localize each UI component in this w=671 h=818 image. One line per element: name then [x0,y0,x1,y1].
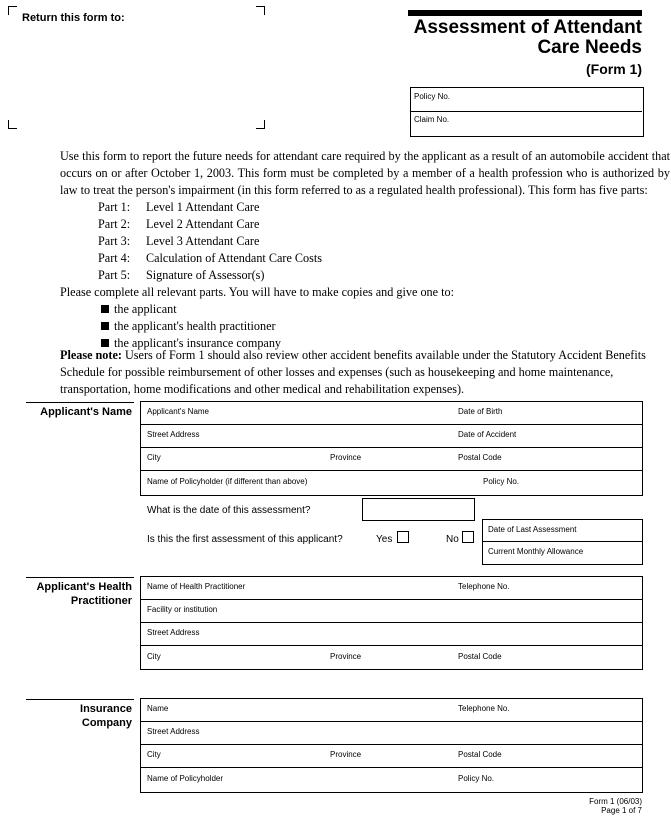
claim-no-field[interactable]: Claim No. [414,115,450,124]
insurer-name-field[interactable]: Name [147,704,169,713]
practitioner-name-field[interactable]: Name of Health Practitioner [147,582,246,591]
divider [140,767,642,768]
insurer-policy-no-field[interactable]: Policy No. [458,774,495,783]
list-item: Part 2: Level 2 Attendant Care [98,217,260,231]
list-item: Part 1: Level 1 Attendant Care [98,200,260,214]
divider [140,599,642,600]
list-item: Part 4: Calculation of Attendant Care Costs [98,251,323,265]
bullet-square-icon [101,339,109,347]
yes-checkbox[interactable] [397,531,409,543]
section-rule [26,699,134,700]
form-number: (Form 1) [586,61,642,77]
yes-label: Yes [376,534,393,545]
street-address-field[interactable]: Street Address [147,430,200,439]
note-paragraph: Please note: Users of Form 1 should also review other accident benefits available under the Statutory Accident Benefits Schedule for possible reimbursement of other losses and expenses (such as housekeeping and home maintenance, transportation, home modifications and other medical and rehabilitation expenses). [60,348,646,396]
divider [140,744,642,745]
list-item: the applicant's insurance company [101,335,281,352]
insurer-phone-field[interactable]: Telephone No. [458,704,510,713]
bullet-square-icon [101,305,109,313]
copies-instruction: Please complete all relevant parts. You will have to make copies and give one to: [60,285,454,299]
practitioner-city-field[interactable]: City [147,652,161,661]
return-form-label: Return this form to: [22,12,125,24]
policy-no-field[interactable]: Policy No. [483,477,520,486]
list-item: the applicant's health practitioner [101,318,281,335]
practitioner-street-field[interactable]: Street Address [147,628,200,637]
list-item: Part 5: Signature of Assessor(s) [98,268,265,282]
practitioner-phone-field[interactable]: Telephone No. [458,582,510,591]
applicant-name-field[interactable]: Applicant's Name [147,407,209,416]
policyholder-field[interactable]: Name of Policyholder (if different than above) [147,477,308,486]
list-item: Part 3: Level 3 Attendant Care [98,234,260,248]
title-rule [408,10,642,16]
recipient-list [101,301,281,352]
section-rule [26,577,134,578]
divider [140,645,642,646]
divider [140,721,642,722]
insurer-section-title: Insurance Company [80,703,132,729]
monthly-allowance-field[interactable]: Current Monthly Allowance [488,547,584,556]
no-label: No [446,534,459,545]
no-checkbox[interactable] [462,531,474,543]
corner-mark [256,120,265,129]
facility-field[interactable]: Facility or institution [147,605,218,614]
divider [410,111,642,112]
divider [140,424,642,425]
corner-mark [8,120,17,129]
section-rule [26,402,134,403]
practitioner-postal-field[interactable]: Postal Code [458,652,502,661]
first-assessment-question: Is this the first assessment of this applicant? [147,534,343,545]
page-footer: Form 1 (06/03) Page 1 of 7 [589,797,642,815]
practitioner-section-title: Applicant's Health Practitioner [36,581,132,607]
list-item: the applicant [101,301,281,318]
divider [140,470,642,471]
divider [140,447,642,448]
date-of-birth-field[interactable]: Date of Birth [458,407,503,416]
parts-list [98,199,322,284]
assessment-date-input[interactable] [362,498,475,521]
practitioner-province-field[interactable]: Province [330,652,362,661]
divider [140,622,642,623]
corner-mark [8,6,17,15]
postal-code-field[interactable]: Postal Code [458,453,502,462]
last-assessment-date-field[interactable]: Date of Last Assessment [488,525,577,534]
date-of-accident-field[interactable]: Date of Accident [458,430,517,439]
divider [482,541,642,542]
policy-no-field[interactable]: Policy No. [414,92,451,101]
form-title: Assessment of Attendant Care Needs [413,17,642,58]
applicant-section-title: Applicant's Name [40,406,132,418]
corner-mark [256,6,265,15]
insurer-street-field[interactable]: Street Address [147,727,200,736]
insurer-province-field[interactable]: Province [330,750,362,759]
assessment-date-question: What is the date of this assessment? [147,505,311,516]
province-field[interactable]: Province [330,453,362,462]
intro-paragraph: Use this form to report the future needs for attendant care required by the applicant as a result of an automobile accident that occurs on or after October 1, 2003. This form must be completed by a member of a health profession who is authorized by law to treat the person's impairment (in this form referred to as a regulated health professional). This form has five parts: [60,149,670,197]
insurer-postal-field[interactable]: Postal Code [458,750,502,759]
city-field[interactable]: City [147,453,161,462]
bullet-square-icon [101,322,109,330]
insurer-policyholder-field[interactable]: Name of Policyholder [147,774,224,783]
insurer-city-field[interactable]: City [147,750,161,759]
